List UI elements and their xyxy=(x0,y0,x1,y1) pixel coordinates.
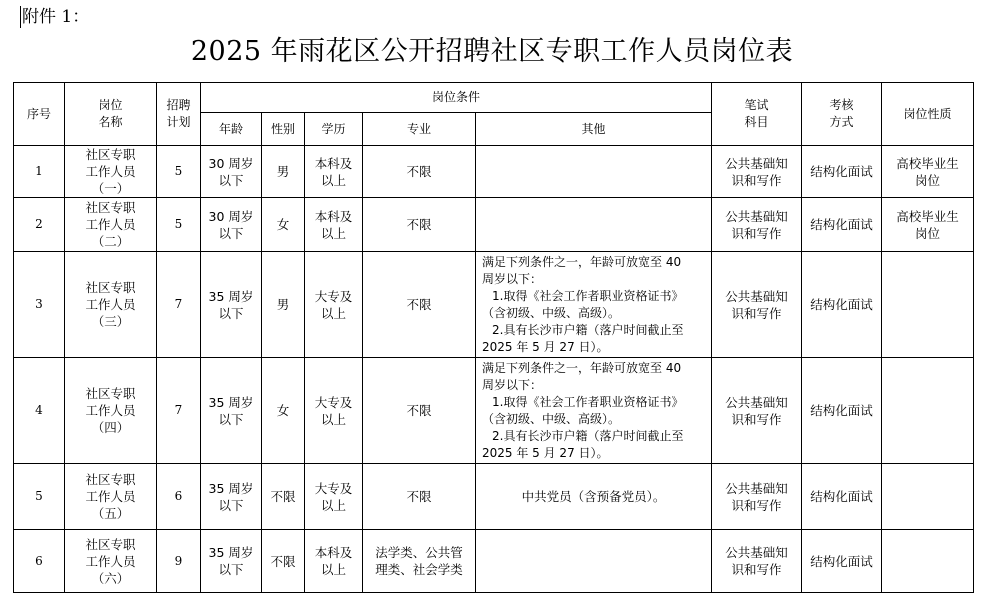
header-assessment xyxy=(802,83,882,146)
age-line: 以下 xyxy=(218,172,244,188)
row-nature xyxy=(882,198,974,252)
table-row xyxy=(14,252,974,358)
row-seq: 1 xyxy=(14,146,65,198)
row-major xyxy=(363,530,476,593)
post-name-line: 社区专职 xyxy=(85,536,136,552)
row-nature xyxy=(882,358,974,464)
table-row xyxy=(14,464,974,530)
major-line: 不限 xyxy=(406,297,432,312)
row-nature xyxy=(882,464,974,530)
major-line: 理类、社会学类 xyxy=(375,562,463,577)
positions-table xyxy=(13,82,974,593)
post-name-line: 社区专职 xyxy=(85,147,136,162)
row-exam xyxy=(712,198,802,252)
row-nature xyxy=(882,252,974,358)
education-line: 以上 xyxy=(320,225,346,241)
row-other xyxy=(476,198,712,252)
other-line: 2025 年 5 月 27 日）。 xyxy=(482,339,609,354)
header-plan-line: 计划 xyxy=(166,115,191,129)
table-row xyxy=(14,358,974,464)
header-assessment-line: 考核 xyxy=(829,98,854,112)
row-other xyxy=(476,530,712,593)
row-age xyxy=(201,464,262,530)
post-name-line: 工作人员 xyxy=(85,217,136,232)
row-plan: 5 xyxy=(157,198,201,252)
row-gender: 男 xyxy=(262,252,305,358)
row-seq: 2 xyxy=(14,198,65,252)
row-exam xyxy=(712,358,802,464)
post-name-line: （五） xyxy=(91,506,130,521)
age-line: 以下 xyxy=(218,411,244,427)
post-name-line: （三） xyxy=(91,314,130,329)
other-line: 满足下列条件之一，年龄可放宽至 40 xyxy=(482,360,682,375)
row-major xyxy=(363,252,476,358)
other-line: （含初级、中级、高级）。 xyxy=(482,411,621,426)
row-assessment: 结构化面试 xyxy=(802,146,882,198)
header-post-name-line: 岗位 xyxy=(98,98,123,112)
education-line: 以上 xyxy=(320,305,346,321)
education-line: 本科及 xyxy=(314,545,353,560)
row-seq: 6 xyxy=(14,530,65,593)
education-line: 以上 xyxy=(320,562,346,577)
exam-line: 公共基础知 xyxy=(725,480,788,496)
post-name-line: 社区专职 xyxy=(85,280,136,295)
education-line: 以上 xyxy=(320,411,346,427)
other-line: 1.取得《社会工作者职业资格证书》 xyxy=(492,288,684,303)
age-line: 以下 xyxy=(218,305,244,321)
education-line: 以上 xyxy=(320,497,346,513)
row-exam xyxy=(712,464,802,530)
row-education xyxy=(305,252,363,358)
exam-line: 识和写作 xyxy=(731,562,782,577)
exam-line: 识和写作 xyxy=(731,305,782,321)
nature-line: 岗位 xyxy=(915,225,941,241)
row-plan: 6 xyxy=(157,464,201,530)
other-line: 满足下列条件之一，年龄可放宽至 40 xyxy=(482,254,682,269)
header-education: 学历 xyxy=(305,113,363,146)
row-gender: 男 xyxy=(262,146,305,198)
header-exam xyxy=(712,83,802,146)
other-line: 2.具有长沙市户籍（落户时间截止至 xyxy=(492,428,684,443)
post-name-line: （六） xyxy=(91,570,130,586)
exam-line: 公共基础知 xyxy=(725,545,788,560)
age-line: 以下 xyxy=(218,562,244,577)
row-seq: 5 xyxy=(14,464,65,530)
row-other xyxy=(476,252,712,358)
post-name-line: 社区专职 xyxy=(85,200,136,215)
age-line: 30 周岁 xyxy=(208,155,254,171)
row-age xyxy=(201,530,262,593)
education-line: 本科及 xyxy=(314,208,353,224)
education-line: 以上 xyxy=(320,172,346,188)
major-line: 法学类、公共管 xyxy=(375,545,463,560)
header-nature: 岗位性质 xyxy=(882,83,974,146)
row-assessment: 结构化面试 xyxy=(802,358,882,464)
table-row xyxy=(14,198,974,252)
row-post-name xyxy=(65,464,157,530)
exam-line: 识和写作 xyxy=(731,411,782,427)
row-major xyxy=(363,146,476,198)
major-line: 不限 xyxy=(406,164,432,179)
education-line: 大专及 xyxy=(314,394,353,410)
other-line: 周岁以下： xyxy=(482,271,543,286)
row-other xyxy=(476,464,712,530)
post-name-line: 工作人员 xyxy=(85,489,136,504)
exam-line: 识和写作 xyxy=(731,497,782,513)
row-assessment: 结构化面试 xyxy=(802,530,882,593)
post-name-line: 社区专职 xyxy=(85,386,136,401)
row-plan: 7 xyxy=(157,252,201,358)
row-assessment: 结构化面试 xyxy=(802,252,882,358)
row-gender: 不限 xyxy=(262,464,305,530)
exam-line: 公共基础知 xyxy=(725,155,788,171)
row-age xyxy=(201,358,262,464)
row-post-name xyxy=(65,146,157,198)
table-row xyxy=(14,530,974,593)
row-nature xyxy=(882,530,974,593)
row-post-name xyxy=(65,358,157,464)
header-gender: 性别 xyxy=(262,113,305,146)
header-plan xyxy=(157,83,201,146)
major-line: 不限 xyxy=(406,489,432,504)
post-name-line: 社区专职 xyxy=(85,472,136,487)
education-line: 大专及 xyxy=(314,288,353,304)
education-line: 本科及 xyxy=(314,155,353,171)
row-nature xyxy=(882,146,974,198)
age-line: 35 周岁 xyxy=(208,394,254,410)
row-seq: 4 xyxy=(14,358,65,464)
post-name-line: （四） xyxy=(91,420,130,435)
row-other xyxy=(476,358,712,464)
exam-line: 公共基础知 xyxy=(725,208,788,224)
row-post-name xyxy=(65,530,157,593)
row-plan: 9 xyxy=(157,530,201,593)
header-age: 年龄 xyxy=(201,113,262,146)
nature-line: 高校毕业生 xyxy=(896,155,959,171)
post-name-line: 工作人员 xyxy=(85,553,136,569)
age-line: 35 周岁 xyxy=(208,288,254,304)
row-gender: 女 xyxy=(262,198,305,252)
row-education xyxy=(305,146,363,198)
post-name-line: 工作人员 xyxy=(85,403,136,418)
row-assessment: 结构化面试 xyxy=(802,464,882,530)
age-line: 35 周岁 xyxy=(208,545,254,560)
header-conditions: 岗位条件 xyxy=(201,83,712,113)
exam-line: 公共基础知 xyxy=(725,394,788,410)
row-age xyxy=(201,252,262,358)
other-line: 2.具有长沙市户籍（落户时间截止至 xyxy=(492,322,684,337)
row-other xyxy=(476,146,712,198)
annex-label: 附件 1： xyxy=(22,7,90,27)
other-line: （含初级、中级、高级）。 xyxy=(482,305,621,320)
other-line: 中共党员（含预备党员）。 xyxy=(521,489,666,504)
other-line: 周岁以下： xyxy=(482,377,543,392)
header-post-name-line: 名称 xyxy=(98,115,123,129)
row-age xyxy=(201,146,262,198)
row-exam xyxy=(712,252,802,358)
exam-line: 公共基础知 xyxy=(725,288,788,304)
nature-line: 高校毕业生 xyxy=(896,208,959,224)
row-major xyxy=(363,198,476,252)
row-plan: 5 xyxy=(157,146,201,198)
header-plan-line: 招聘 xyxy=(166,98,191,112)
row-seq: 3 xyxy=(14,252,65,358)
row-post-name xyxy=(65,252,157,358)
table-row xyxy=(14,146,974,198)
row-education xyxy=(305,530,363,593)
age-line: 30 周岁 xyxy=(208,208,254,224)
row-plan: 7 xyxy=(157,358,201,464)
education-line: 大专及 xyxy=(314,480,353,496)
row-gender: 女 xyxy=(262,358,305,464)
post-name-line: 工作人员 xyxy=(85,164,136,179)
nature-line: 岗位 xyxy=(915,172,941,188)
row-education xyxy=(305,198,363,252)
post-name-line: 工作人员 xyxy=(85,297,136,312)
row-exam xyxy=(712,530,802,593)
page-title: 2025 年雨花区公开招聘社区专职工作人员岗位表 xyxy=(190,36,794,67)
row-post-name xyxy=(65,198,157,252)
row-major xyxy=(363,358,476,464)
row-major xyxy=(363,464,476,530)
age-line: 以下 xyxy=(218,225,244,241)
major-line: 不限 xyxy=(406,403,432,418)
row-age xyxy=(201,198,262,252)
major-line: 不限 xyxy=(406,217,432,232)
post-name-line: （一） xyxy=(91,181,130,196)
row-education xyxy=(305,358,363,464)
age-line: 以下 xyxy=(218,497,244,513)
header-other: 其他 xyxy=(476,113,712,146)
header-major: 专业 xyxy=(363,113,476,146)
row-assessment: 结构化面试 xyxy=(802,198,882,252)
header-seq: 序号 xyxy=(14,83,65,146)
row-gender: 不限 xyxy=(262,530,305,593)
age-line: 35 周岁 xyxy=(208,480,254,496)
header-exam-line: 笔试 xyxy=(744,98,769,112)
exam-line: 识和写作 xyxy=(731,172,782,188)
exam-line: 识和写作 xyxy=(731,225,782,241)
header-assessment-line: 方式 xyxy=(829,115,854,129)
other-line: 2025 年 5 月 27 日）。 xyxy=(482,445,609,460)
row-education xyxy=(305,464,363,530)
row-exam xyxy=(712,146,802,198)
header-post-name xyxy=(65,83,157,146)
header-exam-line: 科目 xyxy=(744,115,769,129)
post-name-line: （二） xyxy=(91,234,130,249)
other-line: 1.取得《社会工作者职业资格证书》 xyxy=(492,394,684,409)
